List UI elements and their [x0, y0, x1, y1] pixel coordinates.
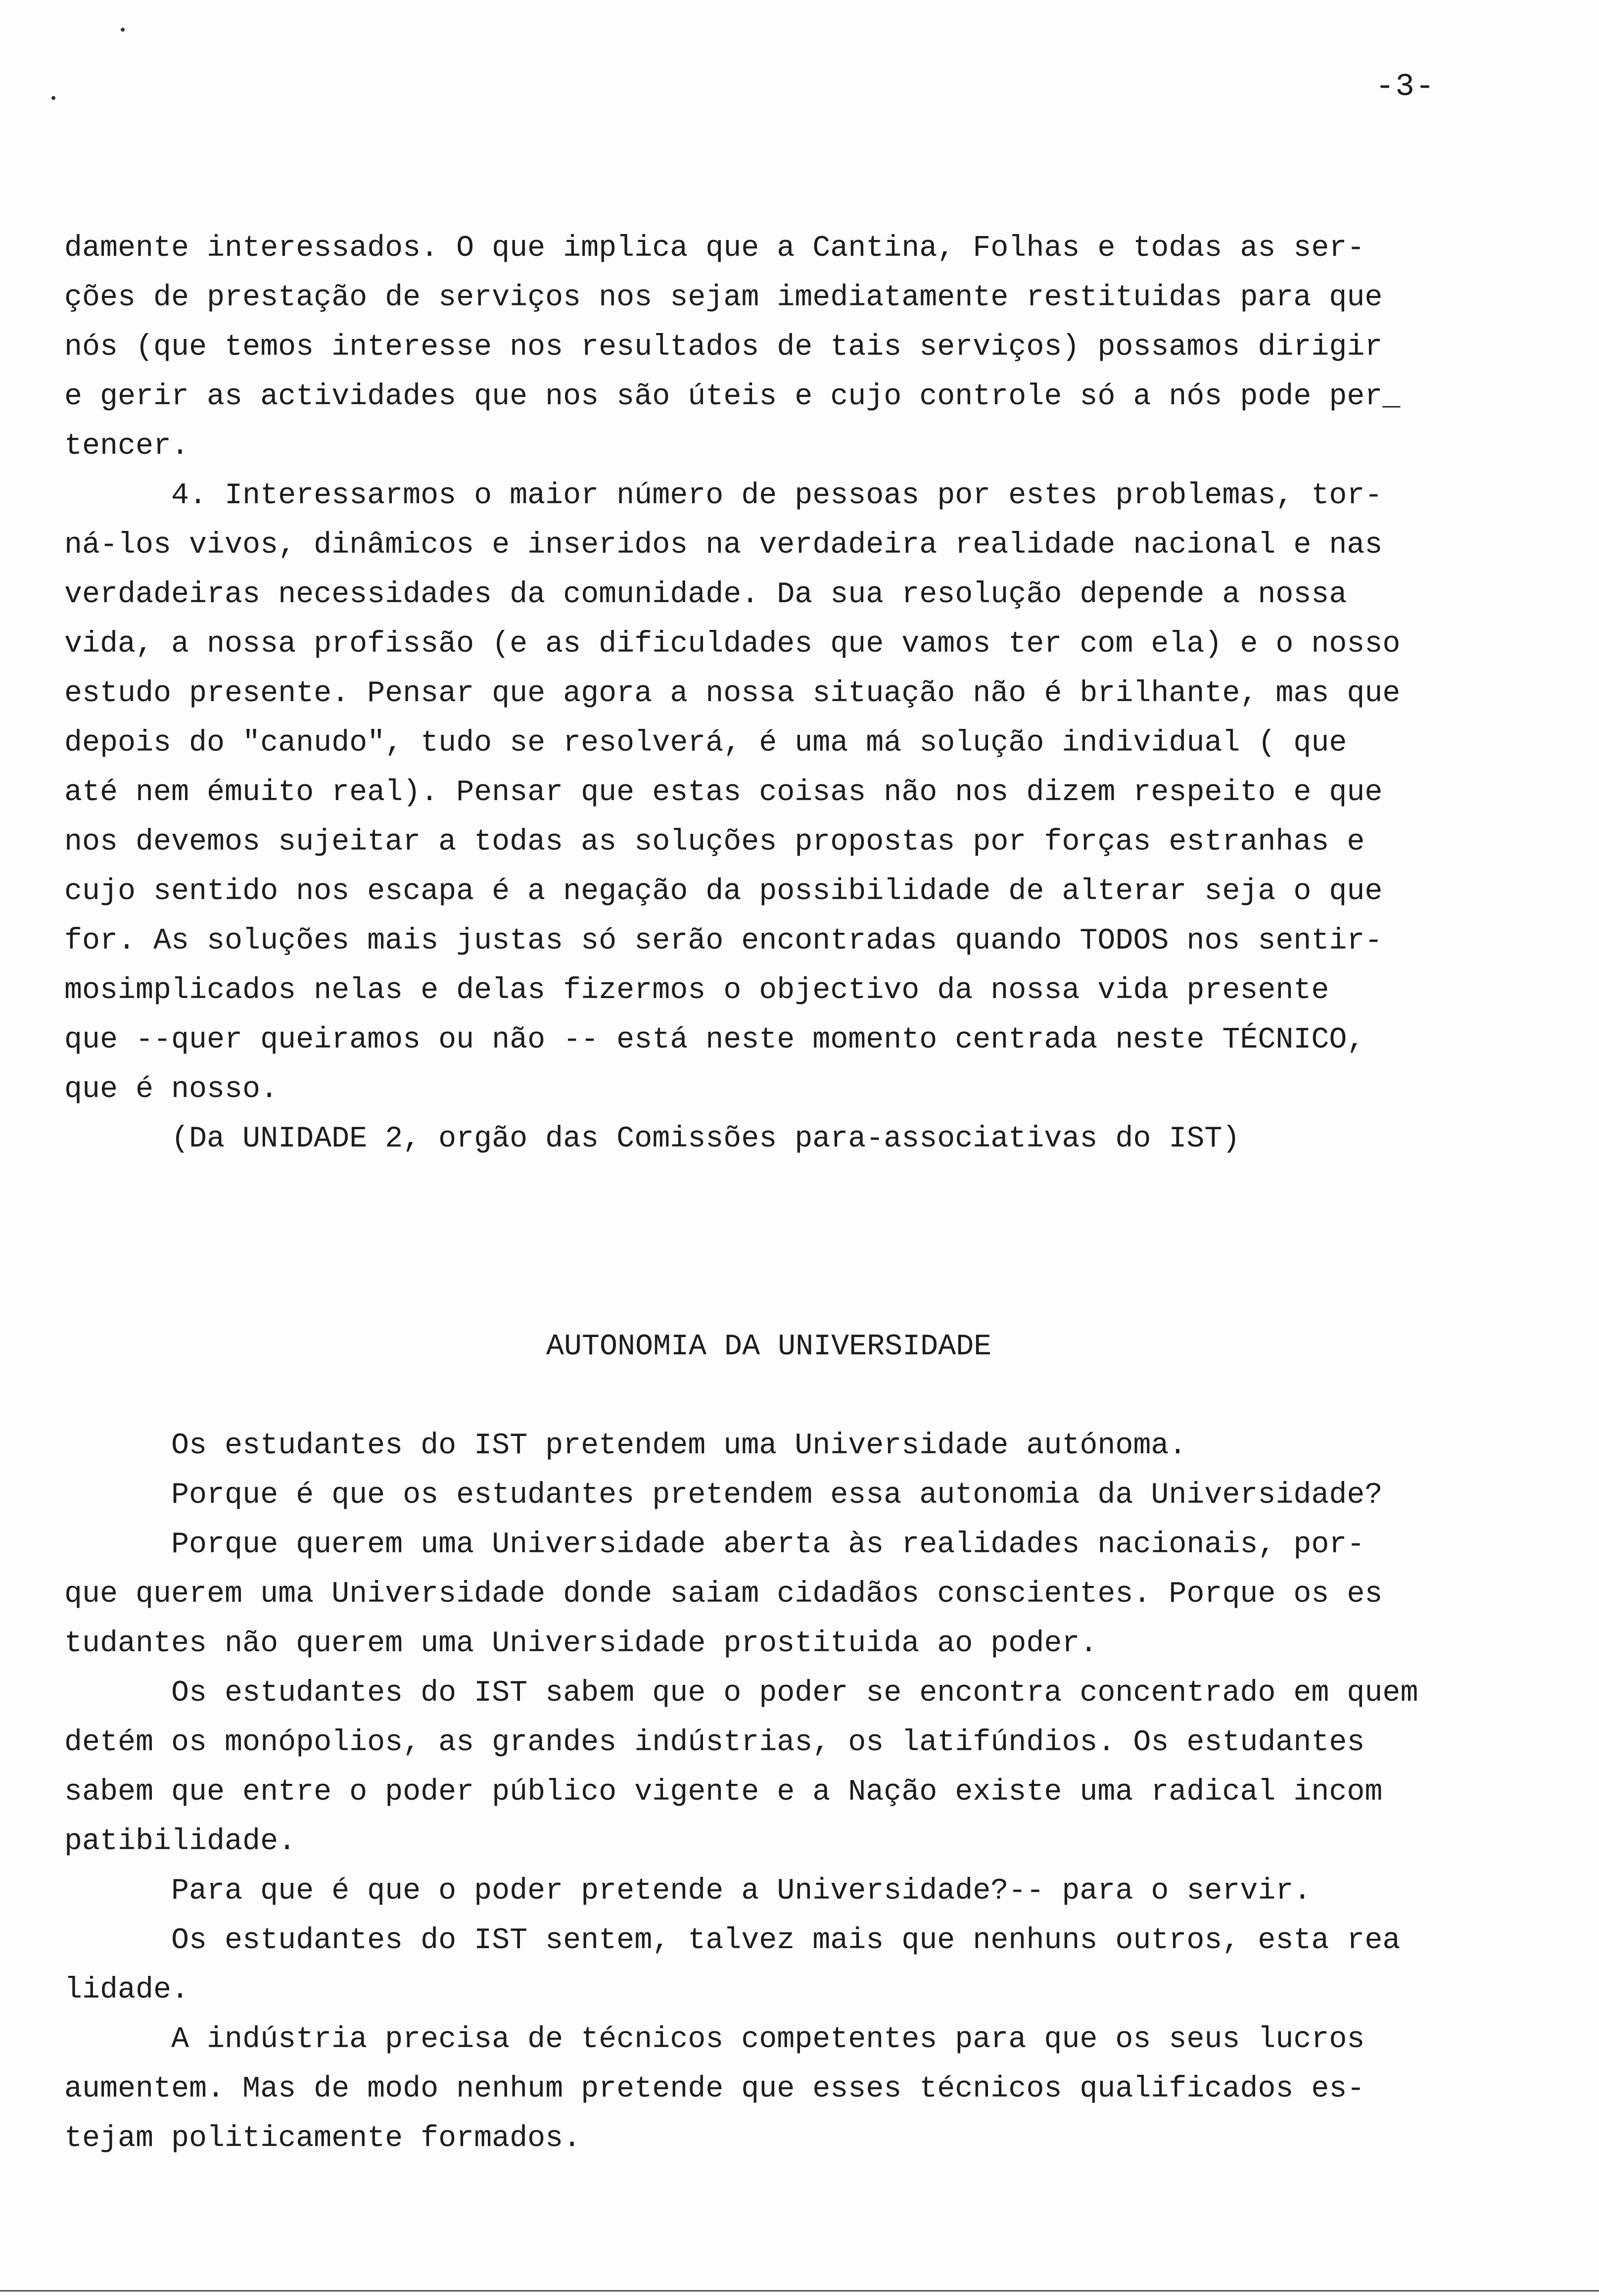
speck-mark: [121, 28, 125, 32]
body-text-line: nós (que temos interesse nos resultados de tais serviços) possamos dirigir: [64, 331, 1383, 364]
body-text-line: que --quer queiramos ou não -- está neste momento centrada neste TÉCNICO,: [64, 1023, 1365, 1057]
body-text-line: damente interessados. O que implica que a Cantina, Folhas e todas as ser-: [64, 232, 1365, 265]
body-text-line: detém os monópolios, as grandes indústrias, os latifúndios. Os estudantes: [64, 1726, 1365, 1760]
body-text-line: tencer.: [64, 430, 189, 463]
source-citation: (Da UNIDADE 2, orgão das Comissões para-associativas do IST): [64, 1122, 1240, 1156]
body-text-line: ções de prestação de serviços nos sejam imediatamente restituidas para que: [64, 281, 1383, 315]
body-text-line: Porque querem uma Universidade aberta às realidades nacionais, por-: [64, 1528, 1365, 1562]
body-text-line: sabem que entre o poder público vigente e a Nação existe uma radical incom: [64, 1775, 1383, 1809]
body-text-line: tudantes não querem uma Universidade prostituida ao poder.: [64, 1627, 1098, 1661]
body-text-line: e gerir as actividades que nos são úteis e cujo controle só a nós pode per_: [64, 380, 1401, 414]
body-text-line: 4. Interessarmos o maior número de pessoas por estes problemas, tor-: [64, 479, 1383, 513]
body-text-line: mosimplicados nelas e delas fizermos o objectivo da nossa vida presente: [64, 974, 1329, 1007]
body-text-line: cujo sentido nos escapa é a negação da possibilidade de alterar seja o que: [64, 875, 1383, 909]
body-text-line: Os estudantes do IST sentem, talvez mais que nenhuns outros, esta rea: [64, 1924, 1401, 1958]
body-text-line: que querem uma Universidade donde saiam cidadãos conscientes. Porque os es: [64, 1578, 1383, 1611]
body-text-line: Os estudantes do IST sabem que o poder se encontra concentrado em quem: [64, 1676, 1418, 1710]
body-text-line: tejam politicamente formados.: [64, 2122, 581, 2155]
body-text-line: depois do "canudo", tudo se resolverá, é uma má solução individual ( que: [64, 726, 1347, 760]
body-text-line: aumentem. Mas de modo nenhum pretende que esses técnicos qualificados es-: [64, 2072, 1365, 2106]
body-text-line: ná-los vivos, dinâmicos e inseridos na verdadeira realidade nacional e nas: [64, 528, 1383, 562]
body-text-line: nos devemos sujeitar a todas as soluções propostas por forças estranhas e: [64, 825, 1365, 859]
body-text-line: Porque é que os estudantes pretendem essa autonomia da Universidade?: [64, 1479, 1383, 1512]
body-text-line: até nem émuito real). Pensar que estas coisas não nos dizem respeito e que: [64, 776, 1383, 810]
body-text-line: que é nosso.: [64, 1073, 279, 1106]
body-text-line: A indústria precisa de técnicos competentes para que os seus lucros: [64, 2023, 1365, 2057]
body-text-line: Os estudantes do IST pretendem uma Universidade autónoma.: [64, 1429, 1187, 1463]
body-text-line: lidade.: [64, 1973, 189, 2007]
section-heading: AUTONOMIA DA UNIVERSIDADE: [546, 1330, 992, 1364]
speck-mark: [51, 96, 55, 100]
page-bottom-edge: [0, 2290, 1599, 2292]
body-text-line: Para que é que o poder pretende a Universidade?-- para o servir.: [64, 1874, 1312, 1908]
body-text-line: verdadeiras necessidades da comunidade. Da sua resolução depende a nossa: [64, 578, 1347, 612]
body-text-line: patibilidade.: [64, 1825, 296, 1859]
page-number: -3-: [1375, 69, 1436, 105]
body-text-line: for. As soluções mais justas só serão encontradas quando TODOS nos sentir-: [64, 924, 1383, 958]
body-text-line: estudo presente. Pensar que agora a nossa situação não é brilhante, mas que: [64, 677, 1401, 711]
body-text-line: vida, a nossa profissão (e as dificuldades que vamos ter com ela) e o nosso: [64, 627, 1401, 661]
